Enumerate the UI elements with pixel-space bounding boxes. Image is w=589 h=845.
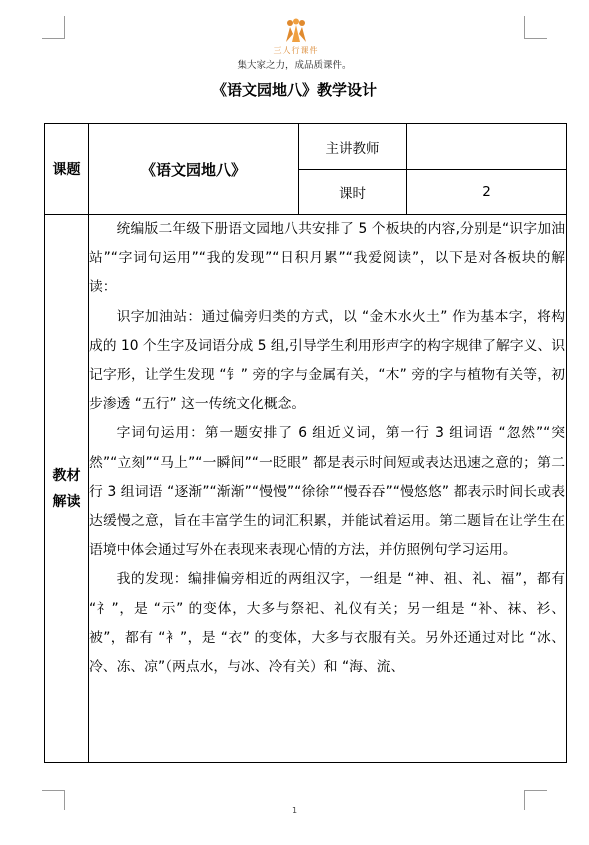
crop-mark — [524, 790, 547, 791]
people-logo-icon — [280, 18, 312, 44]
header-slogan: 集大家之力，成品质课件。 — [237, 60, 352, 71]
course-name: 《语文园地八》 — [140, 160, 246, 179]
crop-mark — [42, 38, 65, 39]
crop-mark — [64, 16, 65, 38]
teacher-label: 主讲教师 — [325, 140, 380, 157]
crop-mark — [42, 790, 65, 791]
hours-label: 课时 — [339, 186, 366, 202]
analysis-paragraph: 统编版二年级下册语文园地八共安排了 5 个板块的内容,分别是“识字加油站”“字词句运用”“我的发现”“日积月累”“我爱阅读”，以下是对各板块的解读： — [89, 221, 565, 296]
analysis-paragraph: 我的发现：编排偏旁相近的两组汉字，一组是 “神、祖、礼、福”，都有 “礻”，是 “示” 的变体，大多与祭祀、礼仪有关；另一组是 “补、袜、衫、被”，都有 “衤”，是 “衣” 的变体，大多与衣服有关。另外还通过对比 “冰、冷、冻、凉”（两点水，与冰、冷有关）和 “海、流、 — [89, 571, 565, 676]
hours-value: 2 — [482, 184, 491, 200]
analysis-paragraph: 识字加油站：通过偏旁归类的方式，以 “金木水火土” 作为基本字，将构成的 10 个生字及词语分成 5 组,引导学生利用形声字的构字规律了解字义、识记字形，让学生发现 “钅” 旁的字与金属有关，“木” 旁的字与植物有关等，初步渗透 “五行” 这一传统文化概念。 — [89, 308, 565, 413]
textbook-analysis-content — [89, 215, 565, 682]
logo-text: 三人行课件 — [273, 46, 319, 55]
section-label — [45, 215, 88, 762]
page-number: 1 — [291, 806, 298, 815]
analysis-paragraph: 字词句运用：第一题安排了 6 组近义词，第一行 3 组词语 “忽然”“突然”“立刻”“马上”“一瞬间”“一眨眼” 都是表示时间短或表达迅速之意的；第二行 3 组词语 “逐渐”“渐渐”“慢慢”“徐徐”“慢吞吞”“慢悠悠” 都表示时间长或表达缓慢之意，旨在丰富学生的词汇积累，并能试着运用。第二题旨在让学生在语境中体会通过写外在表现来表现心情的方法，并仿照例句学习运用。 — [89, 425, 565, 559]
brand-logo — [266, 18, 326, 58]
topic-label: 课题 — [52, 162, 81, 178]
section-label-line-1: 教材 — [52, 467, 81, 484]
document-title: 《语文园地八》教学设计 — [211, 81, 377, 99]
section-label-line-2: 解读 — [52, 493, 81, 510]
lesson-table — [44, 123, 567, 763]
teacher-value — [407, 124, 566, 169]
crop-mark — [524, 16, 525, 38]
crop-mark — [524, 38, 547, 39]
